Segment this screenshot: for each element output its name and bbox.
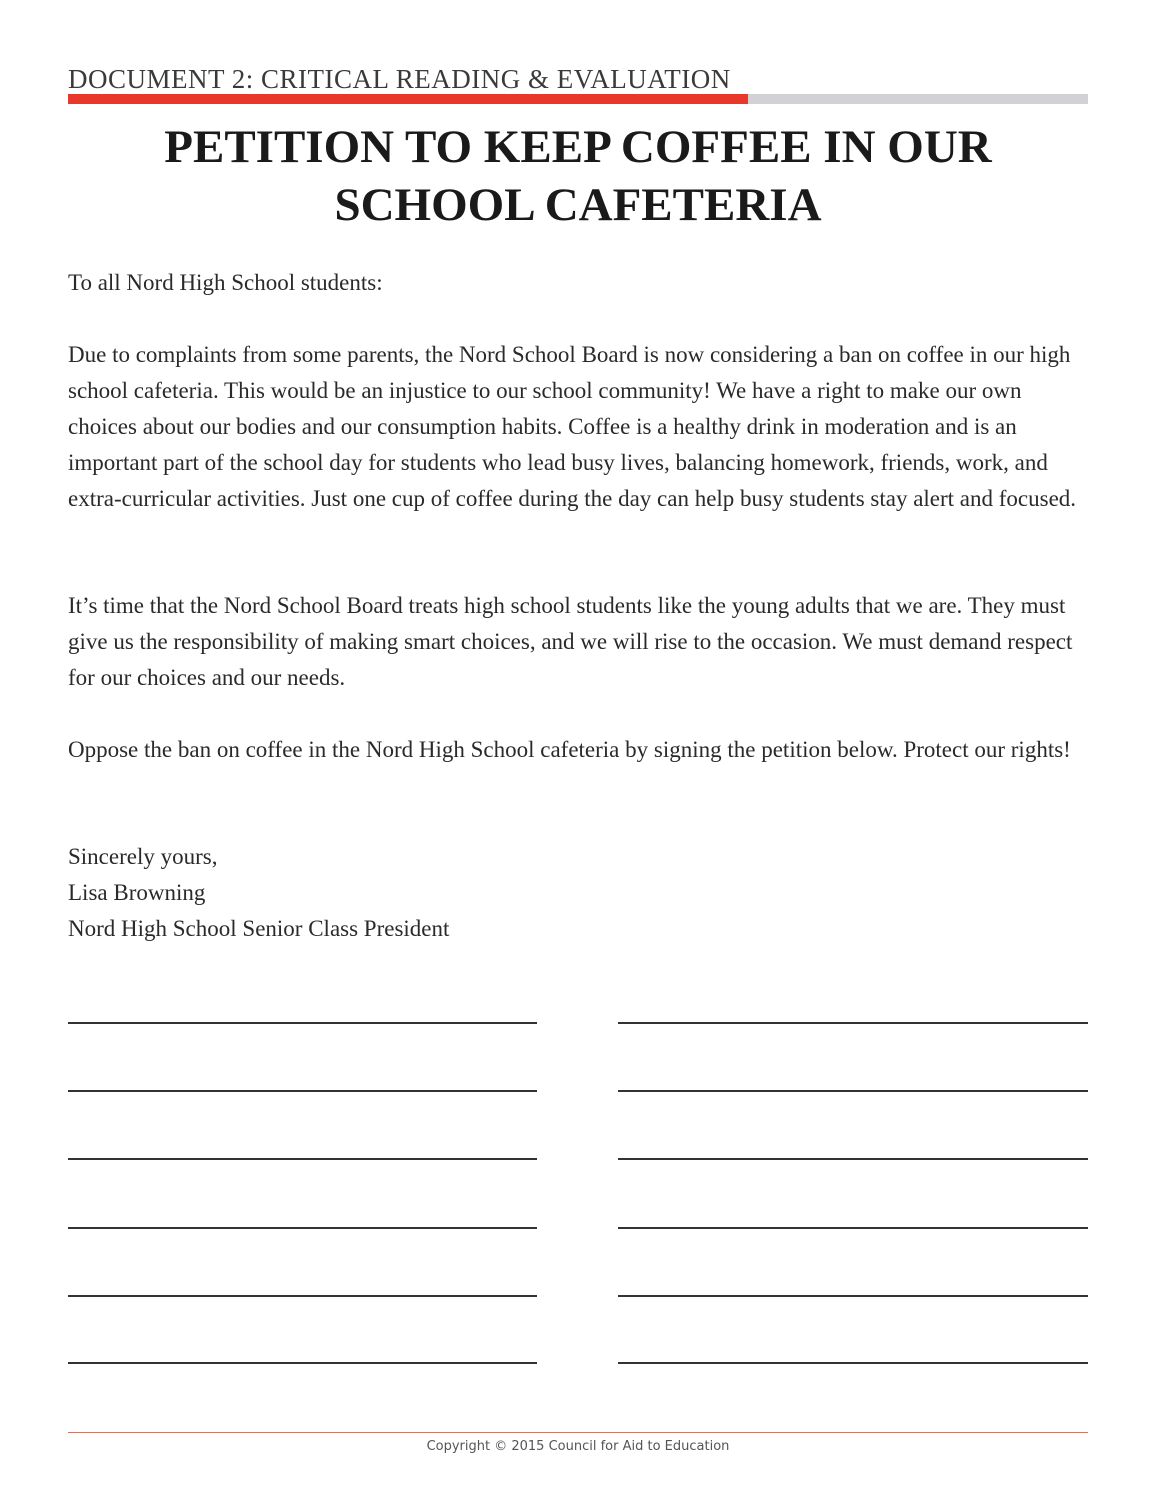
footer-divider [68, 1432, 1088, 1433]
header-bar-accent [68, 94, 748, 104]
petition-title-line2: SCHOOL CAFETERIA [334, 179, 822, 231]
letter-salutation: To all Nord High School students: [68, 270, 383, 295]
signature-line[interactable] [68, 1158, 537, 1160]
footer-copyright: Copyright © 2015 Council for Aid to Education [426, 1439, 730, 1454]
signature-line[interactable] [68, 1227, 537, 1229]
signature-line[interactable] [618, 1362, 1088, 1364]
signature-line[interactable] [618, 1295, 1088, 1297]
signature-line[interactable] [68, 1362, 537, 1364]
signer-title: Nord High School Senior Class President [68, 916, 450, 941]
signature-line[interactable] [68, 1022, 537, 1024]
signature-line[interactable] [68, 1295, 537, 1297]
signature-line[interactable] [618, 1022, 1088, 1024]
petition-title [68, 118, 1088, 234]
signature-line[interactable] [618, 1227, 1088, 1229]
header-progress-bar [68, 94, 1088, 104]
signature-line[interactable] [68, 1090, 537, 1092]
document-header-label: DOCUMENT 2: CRITICAL READING & EVALUATION [68, 64, 731, 94]
signature-line[interactable] [618, 1158, 1088, 1160]
letter-paragraph: Oppose the ban on coffee in the Nord High School cafeteria by signing the petition below. Protect our rights! [68, 737, 1071, 762]
signature-line[interactable] [618, 1090, 1088, 1092]
letter-paragraph: It’s time that the Nord School Board treats high school students like the young adults that we are. They must give us the responsibility of making smart choices, and we will rise to the occasion. We must demand respect for our choices and our needs. [68, 593, 1073, 690]
signer-name: Lisa Browning [68, 880, 206, 905]
letter-closing: Sincerely yours, [68, 844, 218, 869]
petition-title-line1: PETITION TO KEEP COFFEE IN OUR [164, 121, 992, 173]
letter-paragraph: Due to complaints from some parents, the Nord School Board is now considering a ban on coffee in our high school cafeteria. This would be an injustice to our school community! We have a right to make our own choices about our bodies and our consumption habits. Coffee is a healthy drink in moderation and is an important part of the school day for students who lead busy lives, balancing homework, friends, work, and extra-curricular activities. Just one cup of coffee during the day can help busy students stay alert and focused. [68, 342, 1077, 511]
